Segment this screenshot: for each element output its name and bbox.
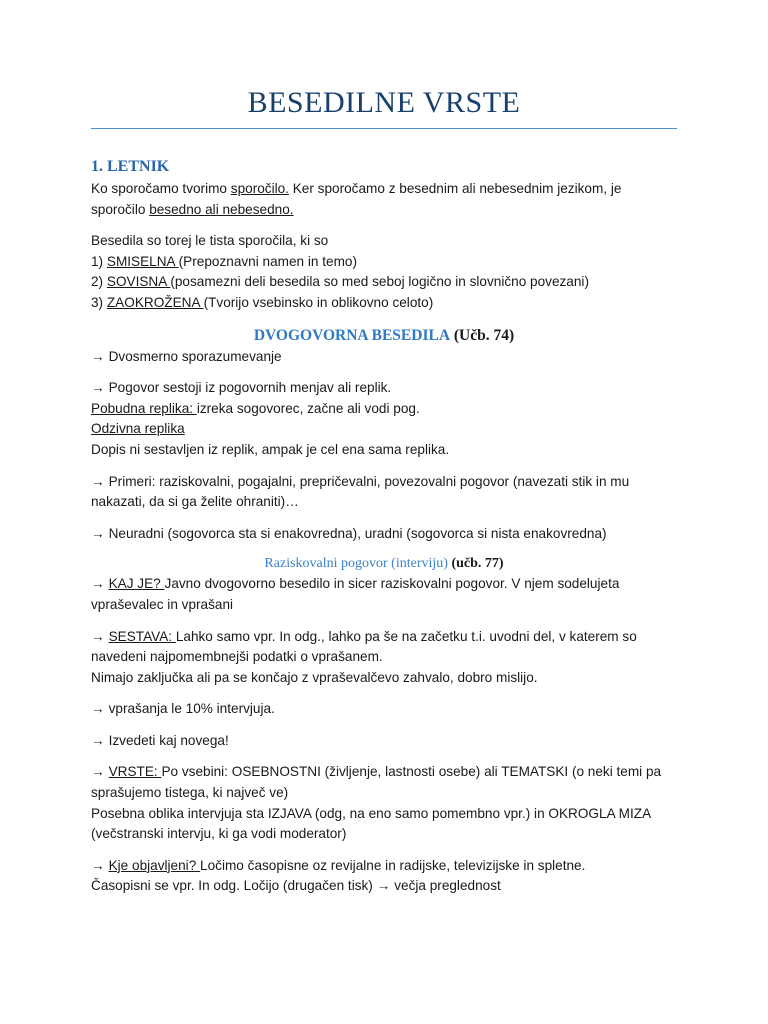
list-desc: (posamezni deli besedila so med seboj logično in slovnično povezani) [170,274,589,290]
arrow-right-icon: → [376,878,391,894]
vrste-text: Po vsebini: OSEBNOSTNI (življenje, lastnosti osebe) ali TEMATSKI (o neki temi pa sprašujemo tistega, ki največ ve) [91,764,662,801]
bullet-text: vprašanja le 10% intervjuja. [108,701,275,717]
bullet-text: Izvedeti kaj novega! [108,732,229,748]
document-body [91,156,677,897]
odzivna-line [91,419,677,440]
pobudna-text: izreka sogovorec, začne ali vodi pog. [196,400,420,416]
heading-raziskovalni-text: Raziskovalni pogovor (interviju) [264,556,448,572]
bullet-kaj-je [91,574,677,615]
list-term: SOVISNA [106,274,171,290]
arrow-right-icon: → [91,473,105,489]
arrow-right-icon: → [91,348,105,364]
bullet-10-percent [91,699,677,720]
list-desc: (Prepoznavni namen in temo) [178,253,357,269]
sestava-label: SESTAVA: [108,628,176,644]
intro-paragraph [91,179,677,220]
intro-text-b: Ker sporočamo z besednim ali nebesednim jezikom, je sporočilo [91,181,622,217]
heading-dvogovorna-ref: (Učb. 74) [453,326,515,344]
arrow-right-icon: → [91,628,105,644]
heading-raziskovalni-ref: (učb. 77) [451,556,504,572]
list-desc: (Tvorijo vsebinsko in oblikovno celoto) [203,294,434,310]
list-number: 1) [91,253,107,269]
posebna-line: Posebna oblika intervjuja sta IZJAVA (odg, na eno samo pomembno vpr.) in OKROGLA MIZA (večstranski intervju, ki ga vodi moderator) [91,805,651,842]
list-item [91,293,677,314]
sestava-text: Lahko samo vpr. In odg., lahko pa še na začetku t.i. uvodni del, v katerem so navedeni najpomembnejši podatki o vprašanem. [91,628,637,665]
arrow-right-icon: → [91,380,105,396]
arrow-right-icon: → [91,732,105,748]
bullet-kje-objavljeni [91,856,677,877]
heading-dvogovorna-text: DVOGOVORNA BESEDILA [253,326,451,344]
list-item [91,272,677,293]
page-title: BESEDILNE VRSTE [247,86,521,119]
bullet-text: Dvosmerno sporazumevanje [108,348,282,364]
arrow-right-icon: → [91,764,105,780]
intro-text-a: Ko sporočamo tvorimo [91,181,231,196]
vrste-label: VRSTE: [108,764,162,780]
list-number: 2) [91,274,107,290]
intro-underline-besedno: besedno ali nebesedno. [149,201,294,217]
casopisni-line [91,876,677,897]
odzivna-label: Odzivna replika [91,421,185,437]
casopisni-text: Časopisni se vpr. In odg. Ločijo (drugačen tisk) [91,878,377,894]
arrow-right-icon: → [91,525,105,541]
bullet-izvedeti [91,731,677,752]
lead-paragraph: Besedila so torej le tista sporočila, ki so [91,233,329,249]
kaj-je-label: KAJ JE? [108,576,165,592]
casopisni-end: večja preglednost [394,878,501,894]
bullet-text: Neuradni (sogovorca sta si enakovredna), uradni (sogovorca si nista enakovredna) [108,525,607,541]
list-term: ZAOKROŽENA [106,294,204,310]
sestava-line-2: Nimajo zaključka ali pa se končajo z vpraševalčevo zahvalo, dobro mislijo. [91,669,538,685]
list-item [91,252,677,273]
bullet-text: Primeri: raziskovalni, pogajalni, prepričevalni, povezovalni pogovor (navezati stik in mu nakazati, da si ga želite ohraniti)… [91,473,630,510]
intro-underline-sporocilo: sporočilo. [230,181,289,196]
bullet-text: Pogovor sestoji iz pogovornih menjav ali replik. [108,380,392,396]
section-heading-letnik: 1. LETNIK [91,158,170,175]
bullet-neuradni [91,524,677,545]
bullet-pogovor [91,378,677,399]
heading-raziskovalni [91,554,677,574]
list-term: SMISELNA [106,253,179,269]
pobudna-line [91,399,677,420]
arrow-right-icon: → [91,701,105,717]
pobudna-label: Pobudna replika: [91,400,197,416]
heading-dvogovorna [91,325,677,347]
bullet-primeri [91,472,677,513]
title-divider [91,128,677,129]
bullet-vrste [91,762,677,803]
kje-text: Ločimo časopisne oz revijalne in radijske, televizijske in spletne. [200,857,586,873]
bullet-dvosmerno [91,347,677,368]
kaj-je-text: Javno dvogovorno besedilo in sicer raziskovalni pogovor. V njem sodelujeta vpraševalec in vprašani [91,576,620,612]
arrow-right-icon: → [91,576,105,592]
arrow-right-icon: → [91,857,105,873]
kje-label: Kje objavljeni? [108,857,201,873]
dopis-line: Dopis ni sestavljen iz replik, ampak je cel ena sama replika. [91,441,450,457]
bullet-sestava [91,627,677,668]
list-number: 3) [91,294,107,310]
